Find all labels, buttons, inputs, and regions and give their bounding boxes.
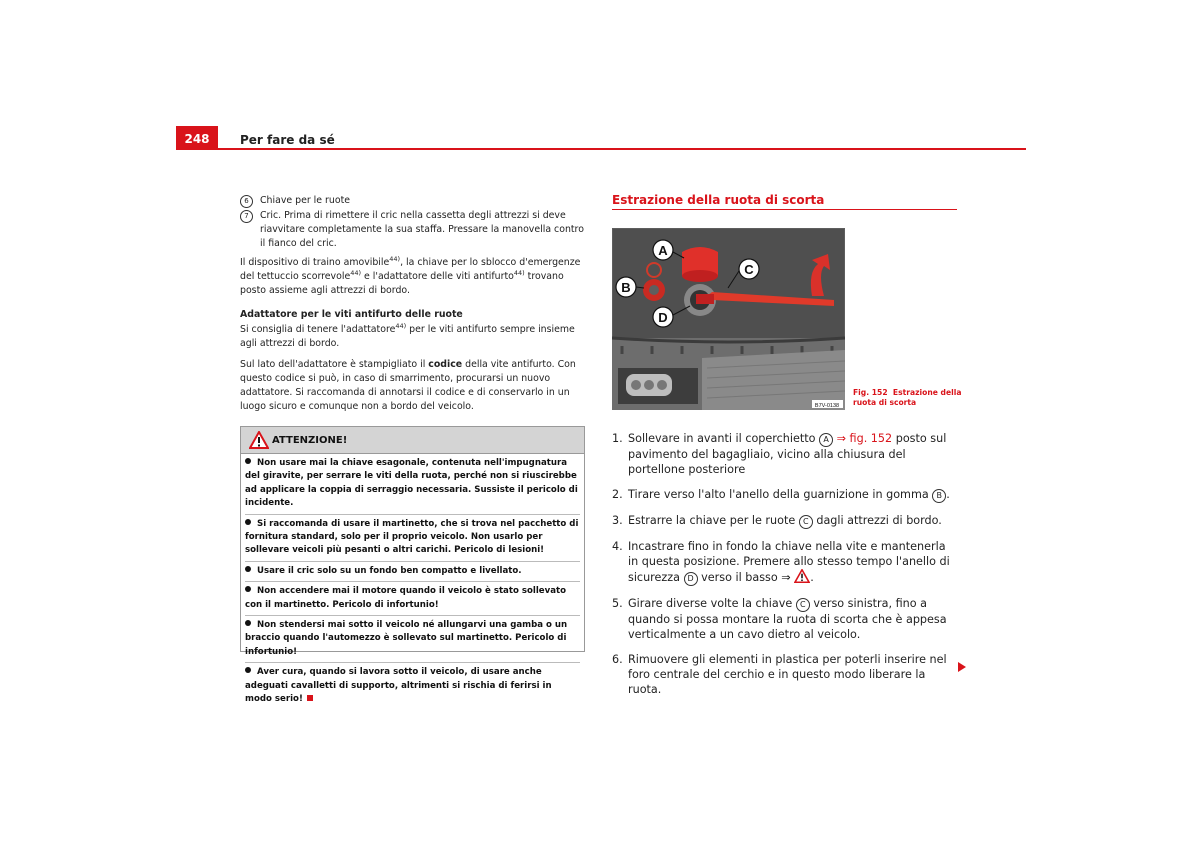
next-page-arrow-icon — [958, 662, 966, 672]
list-item — [240, 194, 584, 208]
header-rule — [176, 148, 1026, 150]
figure-caption: Fig. 152 Estrazione della ruota di scorta — [853, 388, 962, 407]
list-item — [240, 209, 584, 251]
warning-item: Usare il cric solo su un fondo ben compatto e livellato. — [245, 565, 580, 582]
end-marker-icon — [307, 695, 313, 701]
section-rule — [612, 209, 957, 210]
bullet-icon — [245, 566, 251, 572]
warning-item: Non usare mai la chiave esagonale, contenuta nell'impugnatura del giravite, per serrare le viti della ruota, perché non si riuscirebbe ad applicare la coppia di serraggio necessaria. Sussiste il pericolo di incidente. — [245, 457, 580, 515]
ref-marker: C — [799, 515, 813, 529]
item-marker: 7 — [240, 210, 253, 223]
warning-item: Si raccomanda di usare il martinetto, che si trova nel pacchetto di fornitura standard, solo per il proprio veicolo. Non usarlo per sollevare veicoli più pesanti o altri carichi. Pericolo di lesioni! — [245, 518, 580, 562]
step-item: 3. Estrarre la chiave per le ruote C dagli attrezzi di bordo. — [612, 514, 942, 527]
warning-triangle-icon — [794, 569, 810, 583]
paragraph-adapter: Si consiglia di tenere l'adattatore$^{44)}$ per le viti antifurto sempre insieme agli attrezzi di bordo. — [240, 321, 575, 349]
warning-item: Non accendere mai il motore quando il veicolo è stato sollevato con il martinetto. Pericolo di infortunio! — [245, 585, 580, 616]
legend-list — [240, 194, 584, 251]
section-title: Estrazione della ruota di scorta — [612, 193, 825, 207]
item-text: Chiave per le ruote — [260, 195, 351, 206]
warning-triangle-icon — [249, 431, 269, 449]
warning-header — [241, 427, 584, 454]
page-title: Per fare da sé — [240, 133, 335, 147]
bullet-icon — [245, 586, 251, 592]
figure-link[interactable]: ⇒ fig. 152 — [833, 432, 893, 445]
step-item: 4. Incastrare fino in fondo la chiave nella vite e mantenerla in questa posizione. Premere allo stesso tempo l'anello di sicurezza D verso il basso ⇒ . — [612, 540, 950, 584]
subheading: Adattatore per le viti antifurto delle ruote — [240, 309, 463, 320]
bullet-icon — [245, 667, 251, 673]
ref-marker: C — [796, 598, 810, 612]
item-marker: 6 — [240, 195, 253, 208]
bullet-icon — [245, 519, 251, 525]
figure-label: D — [658, 310, 668, 325]
paragraph-tools: Il dispositivo di traino amovibile$^{44)}$, la chiave per lo sblocco d'emergenze del tettuccio scorrevole$^{44)}$ e l'adattatore delle viti antifurto$^{44)}$ trovano posto assieme agli attrezzi di bordo. — [240, 254, 581, 296]
figure-spare-wheel — [612, 228, 845, 410]
warning-box — [240, 426, 585, 705]
paragraph-code: Sul lato dell'adattatore è stampigliato il codice della vite antifurto. Con questo codice si può, in caso di smarrimento, procurarsi un nuovo adattatore. Si raccomanda di annotarsi il codice e di conservarlo in un luogo sicuro e comunque non a bordo del veicolo. — [240, 359, 576, 412]
figure-code: B7V-0138 — [814, 403, 840, 409]
step-item: 1. Sollevare in avanti il coperchietto A ⇒ fig. 152 posto sul pavimento del bagagliaio, vicino alla chiusura del portellone posteriore — [612, 432, 947, 476]
step-item: 5. Girare diverse volte la chiave C verso sinistra, fino a quando si possa montare la ruota di scorta che è appesa verticalmente a un cavo dietro al veicolo. — [612, 597, 947, 641]
warning-item: Aver cura, quando si lavora sotto il veicolo, di usare anche adeguati cavalletti di supporto, altrimenti si rischia di ferirsi in modo serio! — [245, 667, 552, 705]
figure-label: B — [621, 280, 631, 295]
figure-label: A — [658, 243, 668, 258]
page-number: 248 — [176, 126, 218, 148]
item-text: Cric. Prima di rimettere il cric nella cassetta degli attrezzi si deve riavvitare completamente la sua staffa. Pressare la manovella contro il fianco del cric. — [260, 210, 584, 249]
warning-title: ATTENZIONE! — [272, 435, 348, 446]
code-word: codice — [428, 359, 463, 370]
steps-list — [612, 431, 957, 707]
ref-marker: B — [932, 489, 946, 503]
warning-list — [241, 454, 584, 710]
ref-marker: D — [684, 572, 698, 586]
step-item: 6. Rimuovere gli elementi in plastica per poterli inserire nel foro centrale del cerchio e in questo modo liberare la ruota. — [612, 653, 947, 696]
figure-label: C — [744, 262, 754, 277]
warning-item: Non stendersi mai sotto il veicolo né allungarvi una gamba o un braccio quando l'automezzo è sollevato sul martinetto. Pericolo di infortunio! — [245, 619, 580, 663]
step-item: 2. Tirare verso l'alto l'anello della guarnizione in gomma B . — [612, 488, 950, 501]
bullet-icon — [245, 620, 251, 626]
bullet-icon — [245, 458, 251, 464]
ref-marker: A — [819, 433, 833, 447]
